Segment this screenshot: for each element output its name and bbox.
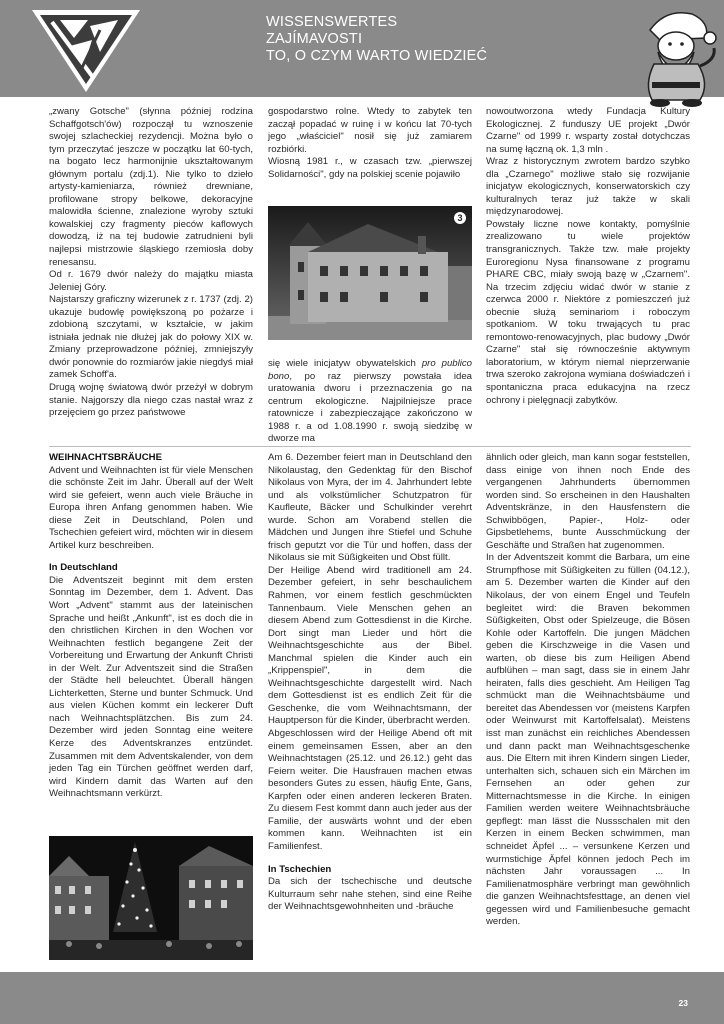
photo-number-badge: 3 <box>454 212 466 224</box>
paragraph: gospodarstwo rolne. Wtedy to zabytek ten zaczął popadać w ruinę i w końcu lat 70-tych jego „właściciel" nosił się już zamiarem rozbiórki. <box>268 106 472 155</box>
paragraph: Najstarszy graficzny wizerunek z r. 1737 (zdj. 2) ukazuje budowlę powiększoną po pożarze i zdobioną szczytami, w kształcie, w jakim istniała jednak nie dłużej jak do połowy XIX w. Zmiany przeprowadzone później, zmniejszyły dwór ponownie do rozmiarów jakie niegdyś miał zamek Schoff'a. <box>49 294 253 381</box>
page-number: 23 <box>678 998 688 1008</box>
logo-emblem-icon <box>30 6 142 94</box>
manor-photo <box>268 206 472 340</box>
paragraph: Powstały liczne nowe kontakty, pomyślnie zrealizowano tu wiele projektów transgranicznych. Także tzw. małe projekty Euroregionu Nysa finansowane z programu PHARE CBC, miały swoją bazę w „Czarnem". Na trzecim zdjęciu widać dwór w stanie z czerwca 2000 r. Niektóre z pomieszczeń już obecnie służą seminariom i roboczym spotkaniom. W toku trwających tu prac remontowo-renowacyjnych, plac budowy „Dwór Czarne" stał się równocześnie aktywnym laboratorium, w którym niemal nieprzerwanie trwa szeroko zakrojona wymiana doświadczeń i spontaniczna praca edukacyjna na rzecz ochrony i pielęgnacji zabytków. <box>486 218 690 406</box>
paragraph: Am 6. Dezember feiert man in Deutschland den Nikolaustag, den Gedenktag für den Bischof Nikolaus von Myra, der im 4. Jahrhundert lebte und als volkstümlicher Schutzpatron für Kaufleute, Bäcker und Schulkinder verehrt wurde. Schon am Vorabend stellen die Mädchen und Jungen ihre Stiefel und Schuhe frisch geputzt vor die Tür und hoffen, dass der Nikolaus sie mit Süßigkeiten und Obst füllt. <box>268 452 472 564</box>
article-heading: WEIHNACHTSBRÄUCHE <box>49 452 162 463</box>
christmas-market-photo <box>49 836 253 960</box>
header-line-3: TO, O CZYM WARTO WIEDZIEĆ <box>266 48 488 64</box>
footer-band <box>0 972 724 1024</box>
text-run: , po raz pierwszy powstała idea uratowania dworu i przeznaczenia go na centrum ekologiczne. Najpilniejsze prace ratownicze i zabezpieczające zakończono w 1988 r. a od 1.08.1990 r. swoją siedzibę w dworze ma <box>268 370 472 445</box>
paragraph: Advent und Weihnachten ist für viele Menschen die schönste Zeit im Jahr. Überall auf der Welt wird sie gefeiert, wenn auch viele Bräuche in Europa ihren Anfang genommen haben. Wie diese Zeit in Deutschland, Polen und Tschechien gefeiert wird, möchten wir in diesem Artikel kurz beschreiben. <box>49 464 253 551</box>
german-column-1 <box>49 452 253 801</box>
german-column-3 <box>486 452 690 929</box>
santa-claus-icon <box>630 4 722 108</box>
polish-column-1 <box>49 106 253 420</box>
paragraph: Da sich der tschechische und deutsche Kulturraum sehr nahe stehen, sind eine Reihe der Weihnachtsgewohnheiten und -bräuche <box>268 876 472 913</box>
paragraph: Abgeschlossen wird der Heilige Abend oft mit einem gemeinsamen Essen, aber an den Weihnachtstagen (25.12. und 26.12.) geht das Feiern weiter. Die Hausfrauen machen etwas besonders Gutes zu essen, häufig Ente, Gans, Karpfen oder einen anderen leckeren Braten. Zu diesem Fest kommt dann auch jeder aus der Familie, der auswärts wohnt und der eben kommen kann. Weihnachten ist ein Familienfest. <box>268 728 472 852</box>
header-line-2: ZAJÍMAVOSTI <box>266 31 363 47</box>
paragraph: „zwany Gotsche" (słynna później rodzina Schaffgotsch'ów) rozpoczął tu wznoszenie swojej szlacheckiej rezydencji. Można było o tym przeczytać jeszcze w początku lat 60-tych, na bogato lecz harmonijnie ukształtowanym głównym portalu (zdj.1). Nie tylko to dzieło artysty-kamieniarza, również drewniane, profilowane stropy belkowe, dekoracyjne malowidła ścienne, znalezione wyroby sztuki kowalskiej czy fragmenty pieców kaflowych dowodzą, iż na tej budowie zatrudnieni byli najlepsi mistrzowie śląskiego rzemiosła doby renesansu. <box>49 106 253 268</box>
paragraph: Wiosną 1981 r., w czasach tzw. „pierwszej Solidarności", gdy na polskiej scenie pojawiło <box>268 156 472 180</box>
subheading-tschechien: In Tschechien <box>268 863 332 875</box>
polish-column-2-bottom <box>268 358 472 446</box>
header-line-1: WISSENSWERTES <box>266 14 398 30</box>
paragraph: Die Adventszeit beginnt mit dem ersten Sonntag im Dezember, dem 1. Advent. Das Wort „Advent" stammt aus der lateinischen Sprache und heißt „Ankunft", ist es doch die in den christlichen Kirchen in den Wochen vor Weihnachten festlich begangene Zeit der Vorbereitung und Erwartung der Ankunft Christi in der Welt. Zur Adventszeit sind die Straßen der Städte hell beleuchtet. Überall hängen Lichterketten, Sterne und bunter Schmuck. Und aus vielen Küchen kommt ein leckerer Duft nach Weihnachtsplätzchen. Bis zum 24. Dezember wird jeden Sonntag eine weitere Kerze des Adventskranzes entzündet. Zusammen mit dem Adventskalender, von dem jeden Tag ein Türchen geöffnet werden darf, wird Kindern damit das Warten auf den Weihnachtsmann verkürzt. <box>49 574 253 800</box>
paragraph: Drugą wojnę światową dwór przeżył w dobrym stanie. Najgorszy dla niego czas nastał wraz z przejęciem go przez państwowe <box>49 382 253 419</box>
header-band <box>0 0 724 97</box>
spacer <box>268 854 472 864</box>
paragraph: ähnlich oder gleich, man kann sogar feststellen, dass einige von ihnen noch Ende des vergangenen Jahrhunderts übernommen worden sind. So erscheinen in den Haushalten Adventskränze, in den Hausfenstern die Schwibbögen, Papier-, Holz- oder Gipsbetlehems, bunte Ausschmückung der Geschäfte und Straßen hat zugenommen. <box>486 452 690 551</box>
german-column-2 <box>268 452 472 914</box>
polish-column-3 <box>486 106 690 407</box>
text-run: się wiele inicjatyw obywatelskich <box>268 358 422 369</box>
header-titles <box>266 14 487 65</box>
paragraph: In der Adventszeit kommt die Barbara, um eine Strumpfhose mit Süßigkeiten zu füllen (04.12.), am 5. Dezember warten die Kinder auf den Nikolaus, der von einem Engel und Teufeln begleitet wird: die Braven bekommen Süßigkeiten, Obst oder Spielzeuge, die Bösen Kohle oder Kartoffeln. Die jungen Mädchen geben die Kirschzweige in die Vasen und warten, ob diese bis zum Heiligen Abend aufblühen – man sagt, dass sie in einem Jahr heiraten, falls dies geschieht. Am Heiligen Tag schmückt man die Weihnachtsbäume und bereitet das Abendessen vor (meistens Karpfen oder Weinwurst mit Kartoffelsalat). Meistens isst man zunächst ein reichliches Abendessen und dann packt man Weihnachtsgeschenke aus. Die Eltern mit ihren Kindern singen Lieder, unterhalten sich, schauen sich ein Märchen im Fernsehen an oder gehen zur Mitternachtsmesse in die Kirche. In einigen Familien werden weitere Weihnachtsbräuche gepflegt: man lässt die Nussschalen mit den Kerzen in einem Becken schwimmen, man schneidet Äpfel ... – versunkene Kerzen und wurmstichige Äpfel können jedoch Pech im nächsten Jahr voraussagen ... In Familienatmosphäre verbringt man gewöhnlich die ganzen Weihnachtsfesttage, an denen viel gegessen wird und Familienbesuche gemacht werden. <box>486 552 690 928</box>
polish-column-2-top <box>268 106 472 181</box>
section-divider <box>49 446 691 447</box>
subheading-deutschland: In Deutschland <box>49 562 118 574</box>
spacer <box>49 552 253 562</box>
paragraph <box>268 358 472 446</box>
paragraph: Der Heilige Abend wird traditionell am 24. Dezember gefeiert, in sehr beschaulichem Rahmen, vor einem festlich geschmückten Tannenbaum. Viele Menschen gehen an diesem Abend zum Gottesdienst in die Kirche. Dort singt man Lieder und hört die Weihnachtsgeschichte aus der Bibel. Manchmal spielen die Kinder auch ein „Krippenspiel", in dem die Weihnachtsgeschichte dargestellt wird. Nach dem Gottesdienst ist es endlich Zeit für die Geschenke, die vom Weihnachtsmann, der Hauptperson für die Kinder, überbracht werden. <box>268 564 472 727</box>
latin-phrase: pro publico bono <box>268 358 473 382</box>
paragraph: Wraz z historycznym zwrotem bardzo szybko dla „Czarnego" możliwe stało się rozwijanie inicjatyw ekologicznych, konserwatorskich czy kulturalnych teraz już także w skali międzynarodowej. <box>486 156 690 218</box>
paragraph: nowoutworzona wtedy Fundacja Kultury Ekologicznej. Z funduszy UE projekt „Dwór Czarne" od 1999 r. wsparty został dotychczas na sumę łączną ok. 1,3 mln . <box>486 106 690 155</box>
paragraph: Od r. 1679 dwór należy do majątku miasta Jeleniej Góry. <box>49 269 253 293</box>
